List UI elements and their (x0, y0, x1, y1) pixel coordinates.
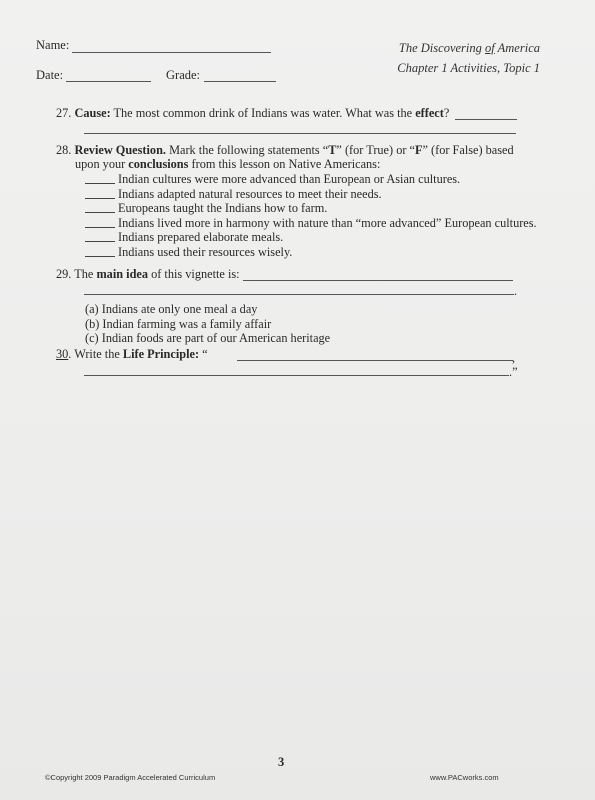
date-field[interactable] (66, 81, 151, 82)
q27-effect-label: effect (415, 106, 444, 120)
q30-comma: , (512, 351, 516, 365)
q28-statement (85, 216, 537, 231)
statement-text: Indians prepared elaborate meals. (118, 230, 284, 244)
grade-label: Grade: (166, 68, 201, 82)
q29-answer-line-1[interactable] (243, 280, 513, 281)
q27-answer-line-2[interactable] (84, 133, 516, 134)
q29-answer-line-2[interactable] (84, 294, 514, 295)
q30-answer-line-2[interactable] (84, 375, 509, 376)
q30-closing: .” (509, 365, 518, 379)
name-label: Name: (36, 38, 70, 52)
q29-option-b: (b) Indian farming was a family affair (85, 316, 272, 331)
question-30 (56, 347, 208, 362)
q28-statement (85, 201, 537, 216)
book-title-of: of (485, 41, 495, 55)
q28-text-3: ” (for False) based (422, 143, 514, 157)
q29-option-a: (a) Indians ate only one meal a day (85, 302, 258, 316)
q29-text-a: The (74, 267, 97, 281)
statement-text: Europeans taught the Indians how to farm. (118, 201, 328, 215)
name-field[interactable] (72, 52, 271, 53)
q27-answer-line-1[interactable] (455, 119, 517, 120)
question-28 (56, 143, 514, 158)
q30-text-a: . Write the (68, 347, 123, 361)
q28-true-letter: T (328, 143, 337, 157)
answer-blank[interactable] (85, 173, 115, 184)
q28-line2-a: upon your (75, 157, 129, 171)
question-27 (56, 106, 449, 121)
answer-blank[interactable] (85, 231, 115, 242)
q30-life-principle: Life Principle: (122, 347, 200, 361)
grade-field[interactable] (204, 81, 276, 82)
q28-text-1: Mark the following statements “ (166, 143, 329, 157)
q28-statement (85, 172, 537, 187)
q29-number: 29. (56, 267, 72, 281)
q29-option-c: (c) Indian foods are part of our American heritage (85, 331, 331, 345)
book-title-prefix: The Discovering (398, 41, 486, 55)
q28-number: 28. (56, 143, 72, 157)
q28-text-2: ” (for True) or “ (336, 143, 415, 157)
statement-text: Indians used their resources wisely. (118, 244, 293, 259)
chapter-label: Chapter 1 Activities, Topic 1 (397, 61, 540, 75)
date-label: Date: (36, 68, 64, 82)
q28-statement (85, 230, 537, 245)
answer-blank[interactable] (85, 246, 115, 257)
statement-text: Indian cultures were more advanced than European or Asian cultures. (118, 172, 461, 186)
q27-cause-label: Cause: (74, 106, 111, 120)
q29-options (85, 302, 330, 346)
q28-statement (85, 245, 537, 260)
statement-text: Indians lived more in harmony with nature than “more advanced” European cultures. (118, 215, 537, 230)
book-title-suffix: America (494, 41, 540, 55)
q29-main-idea: main idea (96, 267, 149, 281)
q28-line-2 (75, 157, 380, 172)
website-link[interactable]: www.PACworks.com (430, 773, 499, 782)
q28-false-letter: F (414, 143, 423, 157)
answer-blank[interactable] (85, 202, 115, 213)
q28-conclusions: conclusions (128, 157, 189, 171)
q28-line2-b: from this lesson on Native Americans: (188, 157, 381, 171)
q30-open-quote: “ (199, 347, 208, 361)
page-number: 3 (278, 755, 285, 769)
q28-title: Review Question. (74, 143, 166, 157)
q28-statement (85, 187, 537, 202)
q29-period: . (514, 284, 518, 298)
q30-answer-line-1[interactable] (237, 360, 513, 361)
q30-number: 30 (56, 347, 69, 361)
q28-statement-list (85, 172, 537, 259)
q29-text-b: of this vignette is: (148, 267, 240, 281)
answer-blank[interactable] (85, 217, 115, 228)
q27-number: 27. (56, 106, 72, 120)
book-title (399, 41, 540, 56)
statement-text: Indians adapted natural resources to meet their needs. (118, 186, 382, 201)
q27-question-mark: ? (443, 106, 450, 120)
q27-text: The most common drink of Indians was water. What was the (110, 106, 416, 120)
question-29 (56, 267, 240, 282)
copyright-text: ©Copyright 2009 Paradigm Accelerated Curriculum (45, 773, 216, 782)
answer-blank[interactable] (85, 188, 115, 199)
